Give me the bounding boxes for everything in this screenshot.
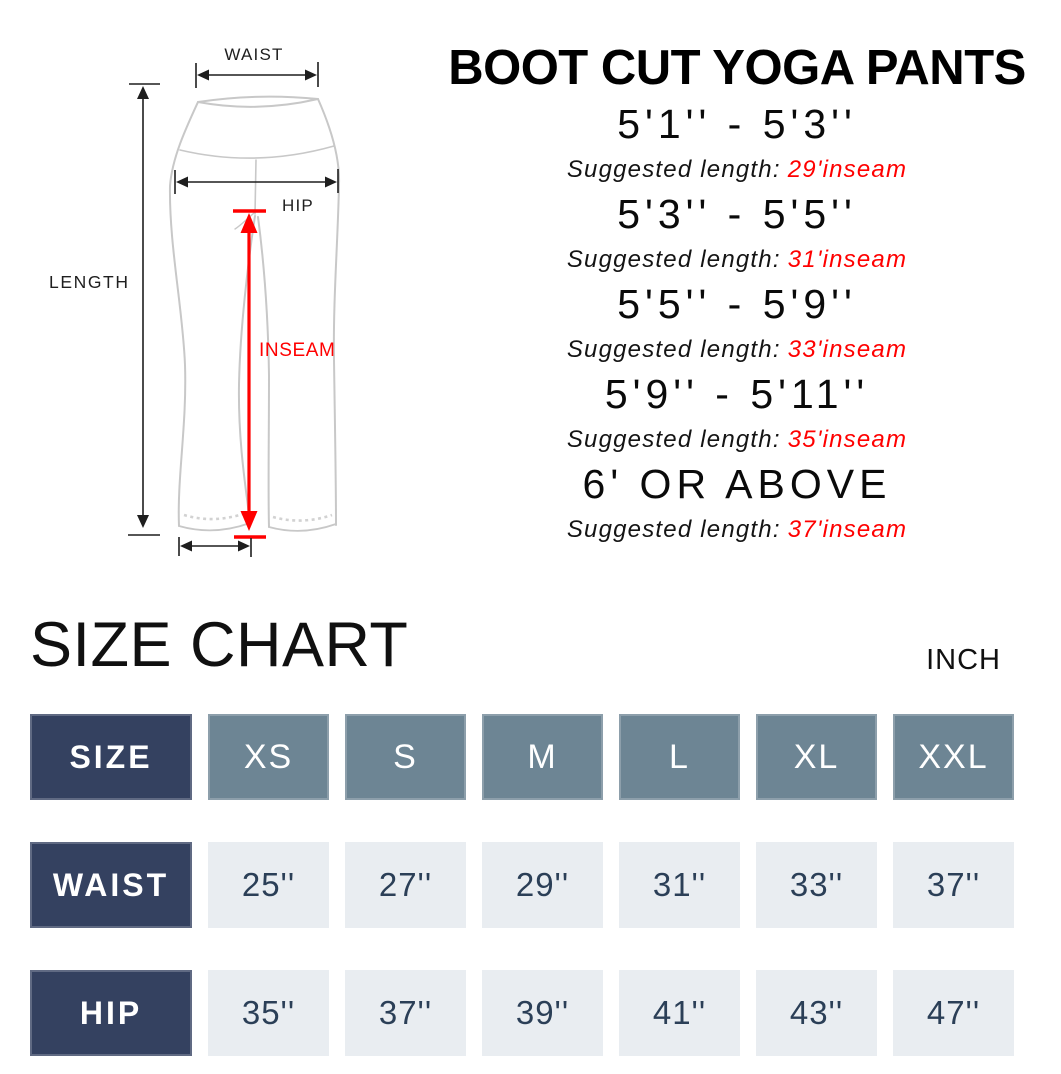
suggested-length-value: 33'inseam xyxy=(787,336,908,363)
size-cell-xs: XS xyxy=(208,714,329,800)
size-cell-l: L xyxy=(619,714,740,800)
hip-value-s: 37'' xyxy=(345,970,466,1056)
suggested-length-value: 37'inseam xyxy=(787,516,908,543)
hip-value-xl: 43'' xyxy=(756,970,877,1056)
height-entry xyxy=(430,283,1044,364)
leg-opening-dimension-arrow xyxy=(179,537,251,557)
hip-value-m: 39'' xyxy=(482,970,603,1056)
suggested-length-prefix: Suggested length: xyxy=(566,516,781,543)
waist-value-l: 31'' xyxy=(619,842,740,928)
waist-value-xxl: 37'' xyxy=(893,842,1014,928)
suggested-length-prefix: Suggested length: xyxy=(566,426,781,453)
hip-label: HIP xyxy=(282,196,314,215)
pants-outline xyxy=(170,97,339,531)
suggested-length xyxy=(430,515,1044,544)
size-chart-heading: SIZE CHART xyxy=(30,610,409,680)
height-entry xyxy=(430,193,1044,274)
suggested-length xyxy=(430,155,1044,184)
suggested-length-value: 31'inseam xyxy=(787,246,908,273)
height-range: 5'5'' - 5'9'' xyxy=(617,281,857,327)
product-title: BOOT CUT YOGA PANTS xyxy=(448,41,1026,95)
row-label-hip: HIP xyxy=(30,970,192,1056)
suggested-length xyxy=(430,245,1044,274)
size-cell-xxl: XXL xyxy=(893,714,1014,800)
suggested-length xyxy=(430,425,1044,454)
height-entry xyxy=(430,373,1044,454)
suggested-length-prefix: Suggested length: xyxy=(566,336,781,363)
waist-label: WAIST xyxy=(224,45,284,64)
length-label: LENGTH xyxy=(49,272,130,292)
waist-value-s: 27'' xyxy=(345,842,466,928)
inseam-label: INSEAM xyxy=(259,340,336,361)
hip-value-xxl: 47'' xyxy=(893,970,1014,1056)
suggested-length xyxy=(430,335,1044,364)
suggested-length-value: 35'inseam xyxy=(787,426,908,453)
suggested-length-prefix: Suggested length: xyxy=(566,246,781,273)
pants-measurement-diagram xyxy=(0,0,440,580)
size-chart-table xyxy=(30,714,1014,1056)
hip-value-xs: 35'' xyxy=(208,970,329,1056)
suggested-length-value: 29'inseam xyxy=(787,156,908,183)
hip-value-l: 41'' xyxy=(619,970,740,1056)
height-range: 6' OR ABOVE xyxy=(582,461,892,507)
height-guide xyxy=(430,0,1044,544)
waist-value-xl: 33'' xyxy=(756,842,877,928)
unit-label: INCH xyxy=(926,644,1001,676)
length-dimension-arrow xyxy=(128,84,160,535)
waist-dimension-arrow xyxy=(196,62,318,88)
waist-value-m: 29'' xyxy=(482,842,603,928)
height-range: 5'1'' - 5'3'' xyxy=(617,101,857,147)
height-range: 5'3'' - 5'5'' xyxy=(617,191,857,237)
suggested-length-prefix: Suggested length: xyxy=(566,156,781,183)
row-label-size: SIZE xyxy=(30,714,192,800)
height-entry xyxy=(430,103,1044,184)
waist-value-xs: 25'' xyxy=(208,842,329,928)
size-cell-xl: XL xyxy=(756,714,877,800)
size-cell-s: S xyxy=(345,714,466,800)
inseam-dimension-arrow xyxy=(233,211,266,537)
size-cell-m: M xyxy=(482,714,603,800)
row-label-waist: WAIST xyxy=(30,842,192,928)
height-entry xyxy=(430,463,1044,544)
height-range: 5'9'' - 5'11'' xyxy=(604,371,870,417)
